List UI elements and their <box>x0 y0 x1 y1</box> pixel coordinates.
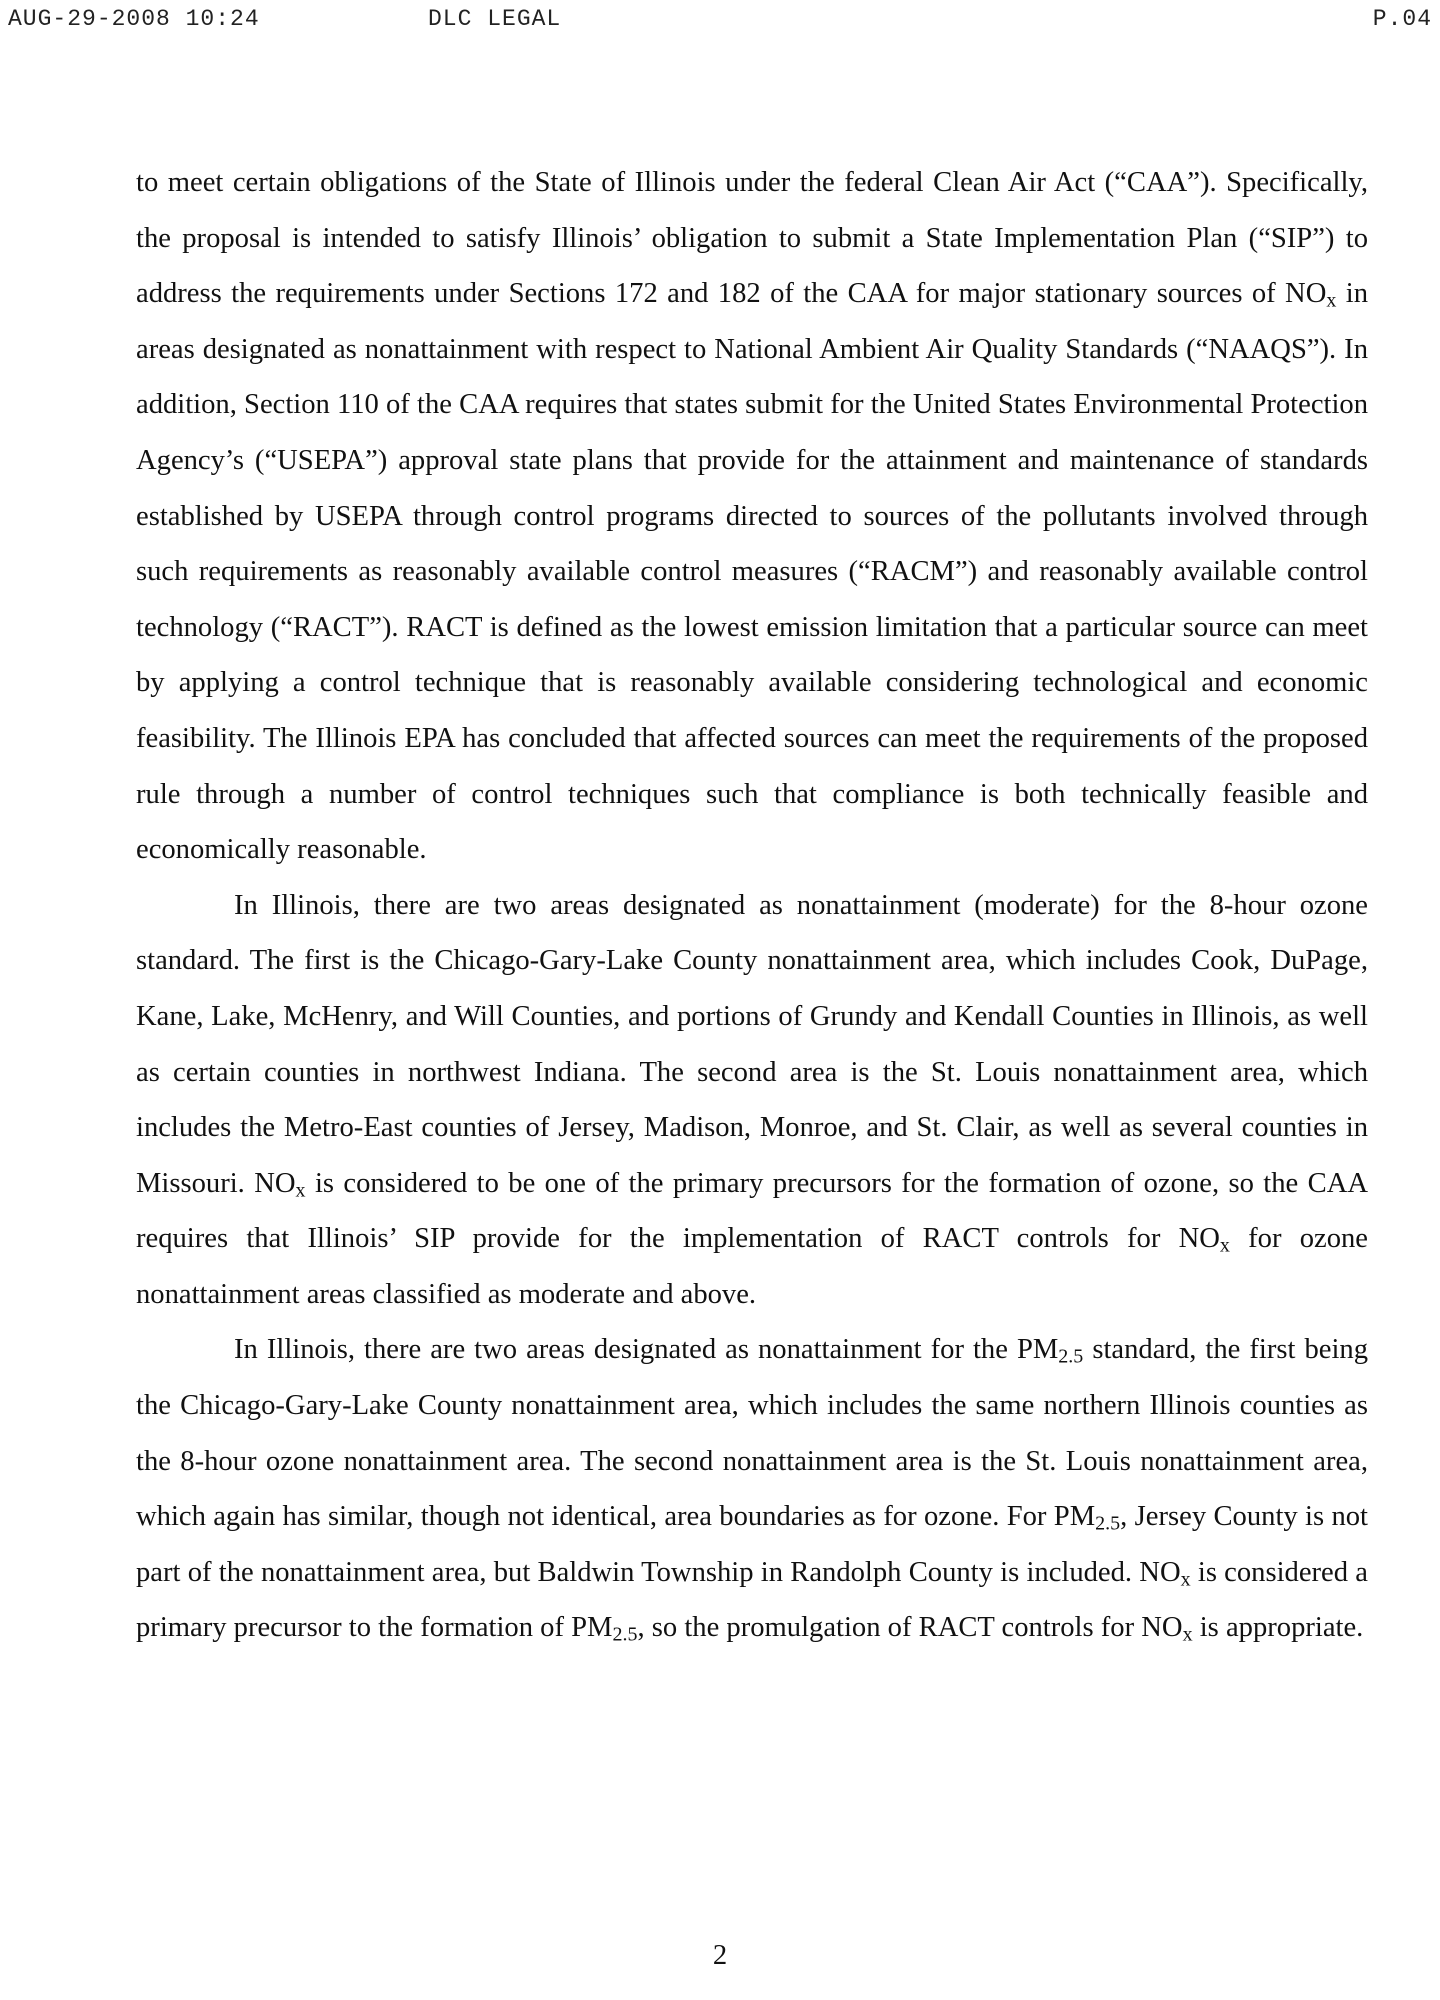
paragraph-ozone-nonattainment <box>136 878 1368 1323</box>
document-body <box>136 155 1368 1656</box>
fax-header <box>8 6 1432 36</box>
text-run: is considered a primary precursor to the formation of PM <box>136 1556 1368 1644</box>
text-run: , so the promulgation of RACT controls for NO <box>637 1612 1183 1644</box>
page-number: 2 <box>712 1940 728 1971</box>
text-run: standard, the first being the Chicago-Gary-Lake County nonattainment area, which includes the same northern Illinois counties as the 8-hour ozone nonattainment area. The second nonattainment area is the St. Louis nonattainment area, which again has similar, though not identical, area boundaries as for ozone. For PM <box>136 1334 1368 1533</box>
text-run: in areas designated as nonattainment with respect to National Ambient Air Quality Standards (“NAAQS”). In addition, Section 110 of the CAA requires that states submit for the United States Environmental Protection Agency’s (“USEPA”) approval state plans that provide for the attainment and maintenance of standards established by USEPA through control programs directed to sources of the pollutants involved through such requirements as reasonably available control measures (“RACM”) and reasonably available control technology (“RACT”). RACT is defined as the lowest emission limitation that a particular source can meet by applying a control technique that is reasonably available considering technological and economic feasibility. The Illinois EPA has concluded that affected sources can meet the requirements of the proposed rule through a number of control techniques such that compliance is both technically feasible and economically reasonable. <box>136 278 1368 866</box>
subscript-run: 2.5 <box>1095 1512 1121 1535</box>
subscript-run: x <box>1219 1234 1230 1257</box>
fax-datetime: AUG-29-2008 10:24 <box>8 6 260 32</box>
paragraph-clean-air-act <box>136 155 1368 878</box>
subscript-run: 2.5 <box>612 1623 638 1646</box>
text-run: to meet certain obligations of the State of Illinois under the federal Clean Air Act (“CAA”). Specifically, the proposal is intended to satisfy Illinois’ obligation to submit a State Implementation Plan (“SIP”) to address the requirements under Sections 172 and 182 of the CAA for major stationary sources of NO <box>136 167 1368 310</box>
subscript-run: x <box>1326 289 1337 312</box>
fax-page-number: P.04 <box>1372 6 1432 32</box>
subscript-run: x <box>1180 1568 1191 1591</box>
subscript-run: x <box>1182 1623 1193 1646</box>
text-run: is considered to be one of the primary precursors for the formation of ozone, so the CAA requires that Illinois’ SIP provide for the implementation of RACT controls for NO <box>136 1167 1368 1255</box>
text-run: is appropriate. <box>1192 1612 1364 1644</box>
subscript-run: x <box>295 1179 306 1202</box>
subscript-run: 2.5 <box>1058 1345 1084 1368</box>
paragraph-pm25-nonattainment <box>136 1322 1368 1656</box>
text-run: , Jersey County is not part of the nonattainment area, but Baldwin Township in Randolph County is included. NO <box>136 1501 1368 1588</box>
fax-sender: DLC LEGAL <box>428 6 562 32</box>
text-run: In Illinois, there are two areas designated as nonattainment (moderate) for the 8-hour ozone standard. The first is the Chicago-Gary-Lake County nonattainment area, which includes Cook, DuPage, Kane, Lake, McHenry, and Will Counties, and portions of Grundy and Kendall Counties in Illinois, as well as certain counties in northwest Indiana. The second area is the St. Louis nonattainment area, which includes the Metro-East counties of Jersey, Madison, Monroe, and St. Clair, as well as several counties in Missouri. NO <box>136 889 1368 1199</box>
text-run: for ozone nonattainment areas classified as moderate and above. <box>136 1223 1368 1310</box>
text-run: In Illinois, there are two areas designated as nonattainment for the PM <box>234 1334 1059 1366</box>
